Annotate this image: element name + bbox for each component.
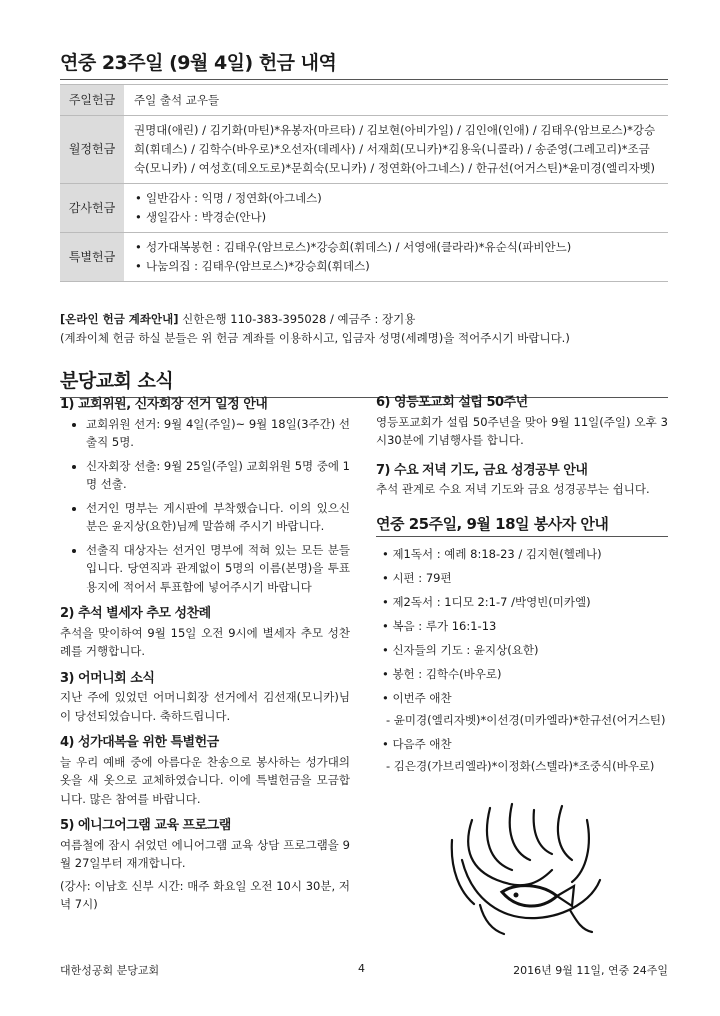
list-item: • 봉헌 : 김학수(바우로)	[382, 667, 502, 681]
online-account	[60, 310, 668, 348]
list-item: • 선거인 명부는 게시판에 부착했습니다. 이의 있으신 분은 윤지상(요한)님께 말씀해 주시기 바랍니다.	[86, 499, 350, 536]
list-item: • 시편 : 79편	[382, 571, 452, 585]
row-value	[124, 184, 668, 233]
row-label: 주일헌금	[60, 85, 124, 116]
news-item-2	[60, 605, 350, 661]
offering-section-header	[60, 48, 668, 80]
news-item-1	[60, 396, 350, 596]
news-text: 여름철에 잠시 쉬었던 에니어그램 교육 상담 프로그램을 9월 27일부터 재개합니다.	[60, 837, 350, 870]
table-row	[60, 184, 668, 233]
news-item-6	[376, 394, 668, 450]
online-account-line	[60, 310, 668, 329]
online-note: (계좌이체 헌금 하실 분들은 위 헌금 계좌를 이용하시고, 입금자 성명(세례명)을 적어주시기 바랍니다.)	[60, 331, 570, 345]
list-item: • 생일감사 : 박경순(안나)	[146, 208, 660, 227]
footer-page-number: 4	[358, 962, 365, 975]
news-heading: 6) 영등포교회 설립 50주년	[376, 395, 528, 410]
row-label: 특별헌금	[60, 233, 124, 282]
footer-date: 2016년 9월 11일, 연중 24주일	[513, 964, 668, 977]
news-heading: 3) 어머니회 소식	[60, 670, 155, 686]
list-item: • 이번주 애찬	[382, 691, 452, 705]
news-right-column	[376, 394, 668, 781]
news-heading: 1) 교회위원, 신자회장 선거 일정 안내	[60, 397, 268, 412]
list-item: • 신자들의 기도 : 윤지상(요한)	[382, 643, 539, 657]
news-item-4	[60, 734, 350, 808]
news-heading: 4) 성가대복을 위한 특별헌금	[60, 735, 219, 750]
service-title: 연중 25주일, 9월 18일 봉사자 안내	[376, 515, 668, 538]
list-item: • 제1독서 : 예레 8:18-23 / 김지현(헬레나)	[382, 547, 602, 561]
news-heading: 7) 수요 저녁 기도, 금요 성경공부 안내	[376, 462, 588, 478]
news-item-3	[60, 670, 350, 726]
list-item: • 다음주 애찬	[382, 737, 452, 751]
list-item: • 선출직 대상자는 선거인 명부에 적혀 있는 모든 분들입니다. 당연직과 관계없이 5명의 이름(본명)을 투표용지에 적어서 투표함에 넣어주시기 바랍니다	[86, 541, 350, 597]
row-value: 권명대(애린) / 김기화(마틴)*유봉자(마르타) / 김보현(아비가일) / 김인애(인애) / 김태우(암브로스)*강승희(휘데스) / 김학수(바우로)*오선자(데레사) / 서재희(모니카)*김용욱(니콜라) / 송준영(그레고리)*조금숙(모니카) / 여성호(데오도로)*문희숙(모니카) / 정연화(아그네스) / 한규선(어거스틴)*윤미경(엘리자벳)	[124, 116, 668, 184]
news-title: 분당교회 소식	[60, 366, 668, 398]
list-item: • 교회위원 선거: 9월 4일(주일)~ 9월 18일(3주간) 선출직 5명.	[86, 415, 350, 452]
list-item: • 신자회장 선출: 9월 25일(주일) 교회위원 5명 중에 1명 선출.	[86, 457, 350, 494]
dove-calligraphy-illustration	[442, 800, 612, 940]
service-volunteers	[376, 515, 668, 776]
offering-title: 연중 23주일 (9월 4일) 헌금 내역	[60, 48, 668, 80]
list-item: • 일반감사 : 익명 / 정연화(아그네스)	[146, 189, 660, 208]
news-note: (강사: 이남호 신부 시간: 매주 화요일 오전 10시 30분, 저녁 7시)	[60, 878, 350, 911]
news-heading: 2) 추석 별세자 추모 성찬례	[60, 606, 211, 621]
news-item-5	[60, 817, 350, 914]
news-left-column	[60, 396, 350, 923]
row-label: 월정헌금	[60, 116, 124, 184]
table-row	[60, 116, 668, 184]
online-label: [온라인 헌금 계좌안내]	[60, 312, 179, 326]
row-label: 감사헌금	[60, 184, 124, 233]
news-text: 추석 관계로 수요 저녁 기도와 금요 성경공부는 쉽니다.	[376, 482, 650, 496]
list-item: • 복음 : 루가 16:1-13	[382, 619, 497, 633]
news-text: 늘 우리 예배 중에 아름다운 찬송으로 봉사하는 성가대의 옷을 새 옷으로 교체하였습니다. 이에 특별헌금을 모금합니다. 많은 참여를 바랍니다.	[60, 754, 350, 806]
row-value: 주일 출석 교우들	[124, 85, 668, 116]
footer-church-name: 대한성공회 분당교회	[60, 964, 160, 977]
news-text: 지난 주에 있었던 어머니회장 선거에서 김선재(모니카)님이 당선되었습니다. 축하드립니다.	[60, 690, 350, 723]
news-heading: 5) 에니그어그램 교육 프로그램	[60, 818, 231, 833]
news-item-7	[376, 462, 668, 499]
offering-table	[60, 84, 668, 282]
this-week-agape: - 윤미경(엘리자벳)*이선경(미카엘라)*한규선(어거스틴)	[386, 713, 666, 727]
table-row	[60, 85, 668, 116]
list-item: • 나눔의집 : 김태우(암브로스)*강승희(휘데스)	[146, 257, 660, 276]
table-row	[60, 233, 668, 282]
list-item: • 제2독서 : 1디모 2:1-7 /박영빈(미카엘)	[382, 595, 591, 609]
news-text: 영등포교회가 설립 50주년을 맞아 9월 11일(주일) 오후 3시30분에 기념행사를 합니다.	[376, 414, 668, 447]
next-week-agape: - 김은경(가브리엘라)*이정화(스텔라)*조중식(바우로)	[386, 759, 655, 773]
fish-eye-icon	[514, 893, 519, 898]
list-item: • 성가대복봉헌 : 김태우(암브로스)*강승희(휘데스) / 서영애(클라라)*유순식(파비안느)	[146, 238, 660, 257]
row-value	[124, 233, 668, 282]
online-text: 신한은행 110-383-395028 / 예금주 : 장기용	[178, 312, 416, 326]
news-text: 추석을 맞이하여 9월 15일 오전 9시에 별세자 추모 성찬례를 거행합니다.	[60, 625, 350, 658]
